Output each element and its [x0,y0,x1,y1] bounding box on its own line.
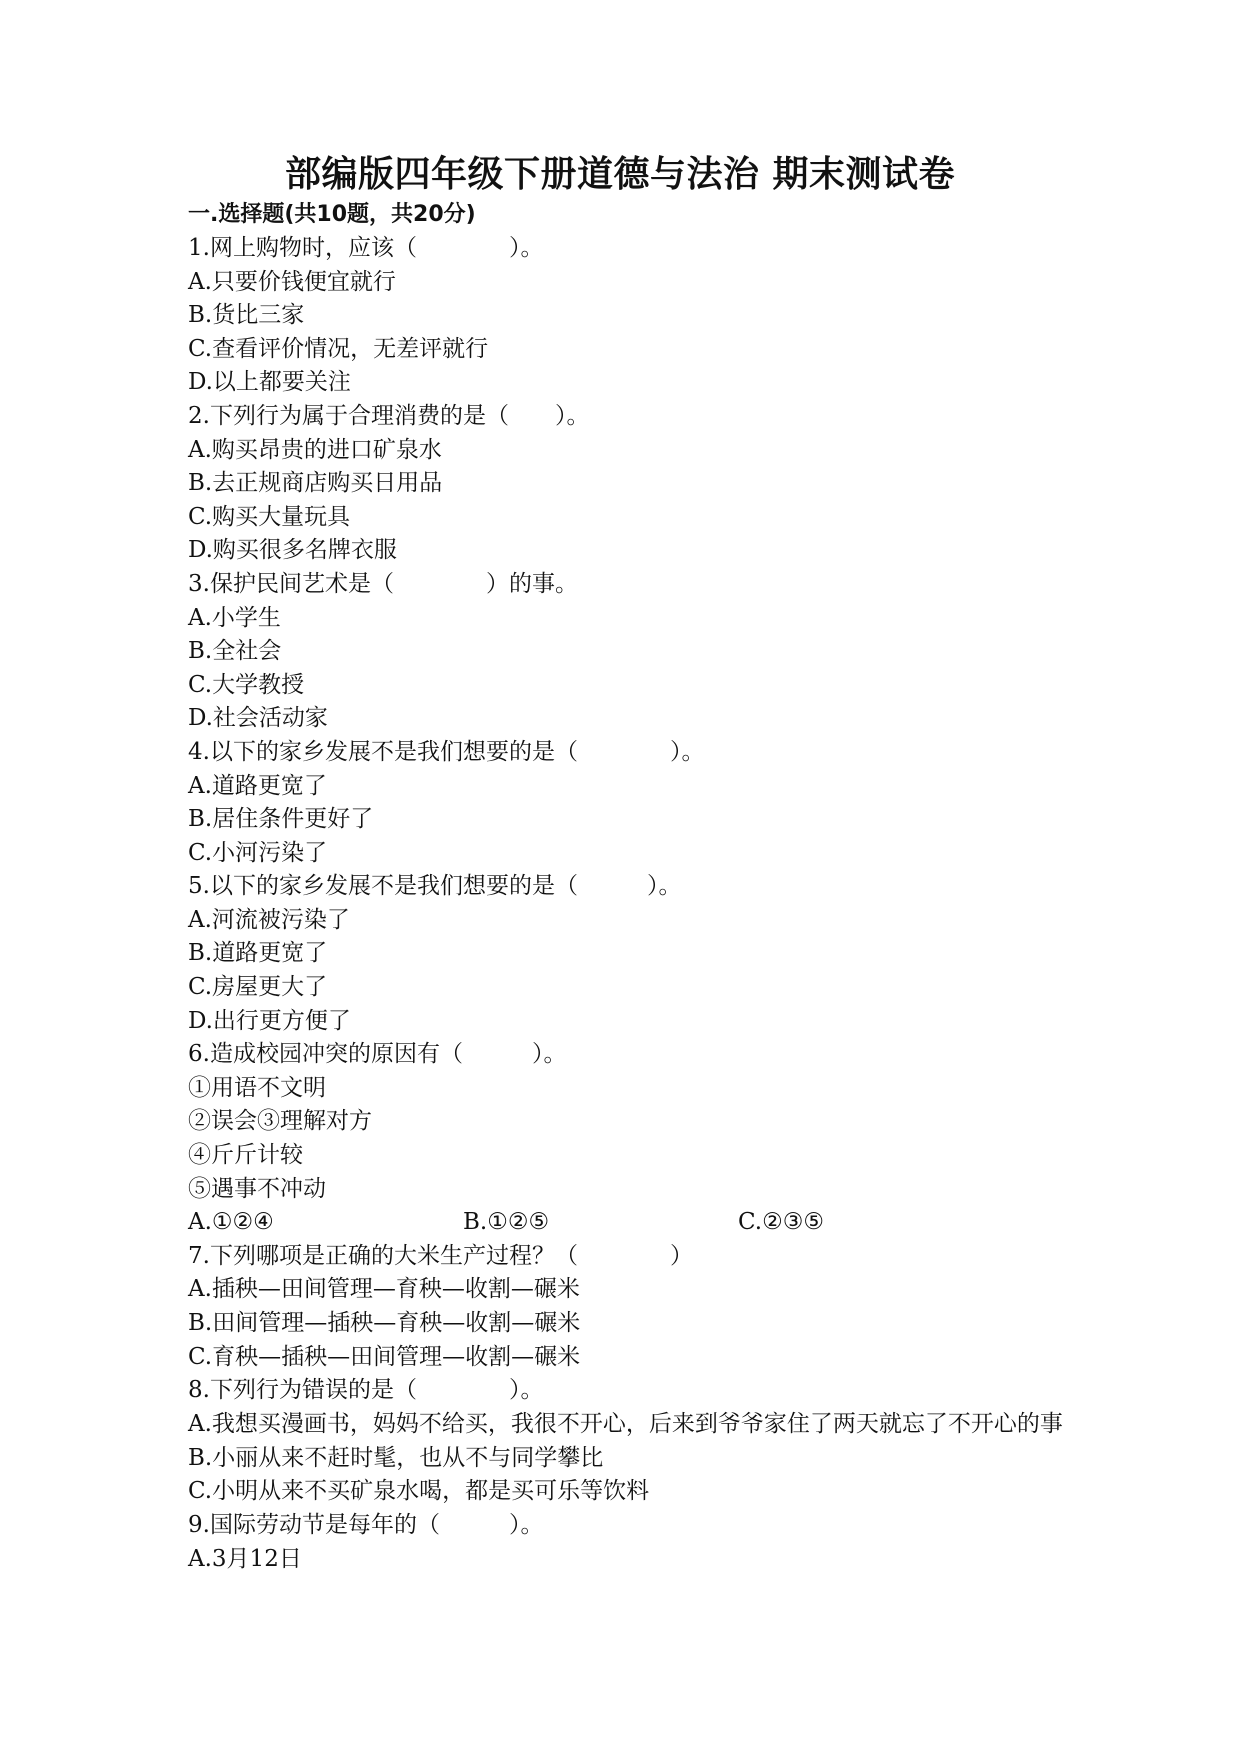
question-stem: 4.以下的家乡发展不是我们想要的是（ ）。 [188,738,705,765]
option-a: A.我想买漫画书，妈妈不给买，我很不开心，后来到爷爷家住了两天就忘了不开心的事 [188,1410,1063,1437]
question-stem: 5.以下的家乡发展不是我们想要的是（ ）。 [188,873,682,900]
option-d: D.出行更方便了 [188,1007,351,1034]
question-stem: 2.下列行为属于合理消费的是（ ）。 [188,402,590,429]
option-b: B.去正规商店购买日用品 [188,470,443,497]
option-a: A.只要价钱便宜就行 [188,268,396,295]
option-c: C.查看评价情况，无差评就行 [188,335,489,362]
reason-item: ⑤遇事不冲动 [188,1175,326,1202]
option-c: C.大学教授 [188,671,305,698]
option-a: A.小学生 [188,604,281,631]
option-c: C.②③⑤ [738,1209,824,1236]
option-d: D.以上都要关注 [188,369,351,396]
reason-item: ①用语不文明 [188,1074,326,1101]
question-stem: 7.下列哪项是正确的大米生产过程？（ ） [188,1242,693,1269]
option-row [188,1206,1068,1240]
option-b: B.全社会 [188,638,282,665]
option-d: D.社会活动家 [188,705,328,732]
option-b: B.货比三家 [188,302,305,329]
question-list [188,232,1068,1576]
option-a: A.购买昂贵的进口矿泉水 [188,436,442,463]
option-a: A.道路更宽了 [188,772,327,799]
question-stem: 8.下列行为错误的是（ ）。 [188,1377,544,1404]
option-a: A.3月12日 [188,1545,302,1572]
question-stem: 3.保护民间艺术是（ ）的事。 [188,570,578,597]
option-c: C.房屋更大了 [188,974,328,1001]
question-stem: 9.国际劳动节是每年的（ ）。 [188,1511,544,1538]
option-b: B.①②⑤ [463,1209,550,1236]
option-a: A.插秧—田间管理—育秧—收割—碾米 [188,1276,580,1303]
option-d: D.购买很多名牌衣服 [188,537,397,564]
option-a: A.河流被污染了 [188,906,350,933]
option-c: C.育秧—插秧—田间管理—收割—碾米 [188,1343,581,1370]
option-c: C.小明从来不买矿泉水喝，都是买可乐等饮料 [188,1478,650,1505]
reason-item: ④斤斤计较 [188,1142,303,1169]
option-b: B.居住条件更好了 [188,806,374,833]
option-c: C.小河污染了 [188,839,328,866]
question-stem: 6.造成校园冲突的原因有（ ）。 [188,1041,567,1068]
section-heading: 一.选择题(共10题，共20分) [188,202,476,227]
option-b: B.小丽从来不赶时髦，也从不与同学攀比 [188,1444,604,1471]
option-b: B.田间管理—插秧—育秧—收割—碾米 [188,1310,581,1336]
option-c: C.购买大量玩具 [188,503,351,530]
reason-item: ②误会③理解对方 [188,1108,372,1135]
option-a: A.①②④ [188,1209,274,1236]
option-b: B.道路更宽了 [188,940,328,967]
question-stem: 1.网上购物时，应该（ ）。 [188,235,544,261]
exam-title: 部编版四年级下册道德与法治 期末测试卷 [284,154,956,195]
